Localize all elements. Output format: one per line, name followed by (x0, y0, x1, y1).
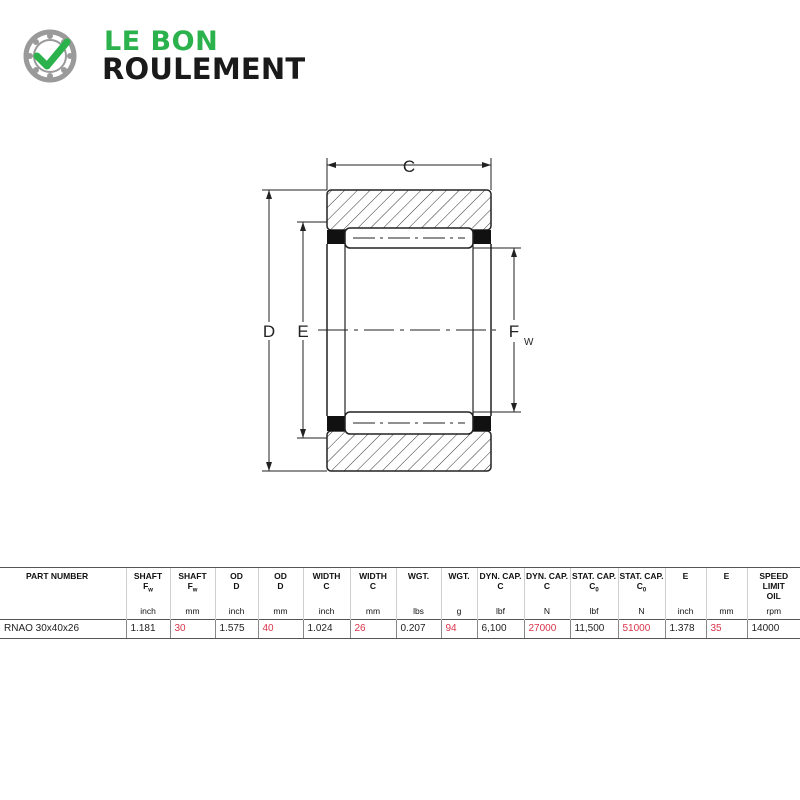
column-header (396, 568, 441, 605)
column-header (350, 568, 396, 605)
lip-top-right (473, 230, 491, 244)
column-header-symbol: C (497, 581, 504, 591)
table-cell: 94 (441, 620, 477, 639)
column-header-label: E (723, 571, 730, 581)
table-unit-row (0, 604, 800, 620)
column-unit: inch (665, 604, 706, 620)
column-header-symbol: $F_w$ (143, 581, 153, 594)
column-header (303, 568, 350, 605)
column-header-symbol: C (323, 581, 330, 591)
column-header (706, 568, 747, 605)
column-header-symbol: C (543, 581, 551, 591)
table-cell: 40 (258, 620, 303, 639)
column-header (258, 568, 303, 605)
column-header-label: E (682, 571, 689, 581)
column-header-label: OD (274, 571, 287, 581)
column-header-label: WIDTH (359, 571, 387, 581)
column-unit: mm (258, 604, 303, 620)
column-header-label: PART NUMBER (26, 571, 89, 581)
column-unit: mm (706, 604, 747, 620)
table-row (0, 620, 800, 639)
column-header (747, 568, 800, 605)
column-unit: N (618, 604, 665, 620)
column-header (215, 568, 258, 605)
lip-bottom-right (473, 416, 491, 431)
column-header-label: STAT. CAP. (572, 571, 616, 581)
column-unit: inch (215, 604, 258, 620)
column-unit: g (441, 604, 477, 620)
column-header-label: OD (230, 571, 243, 581)
column-header (441, 568, 477, 605)
lip-top-left (327, 230, 345, 244)
column-header-label: WIDTH (312, 571, 341, 581)
part-number-cell: RNAO 30x40x26 (0, 620, 126, 639)
column-header-symbol: D (233, 581, 240, 591)
column-unit: lbs (396, 604, 441, 620)
column-unit: mm (170, 604, 215, 620)
column-header (126, 568, 170, 605)
column-header-symbol: $C_0$ (589, 581, 599, 594)
dimension-e-label: E (297, 322, 309, 341)
table-cell: 26 (350, 620, 396, 639)
table-cell: 11,500 (570, 620, 618, 639)
table-cell: 6,100 (477, 620, 524, 639)
table-cell: 0.207 (396, 620, 441, 639)
outer-ring-bottom (327, 431, 491, 471)
column-unit (0, 604, 126, 620)
column-header-label: SHAFT (178, 571, 207, 581)
column-header-symbol: $C_0$ (636, 581, 647, 594)
brand-name-line2: ROULEMENT (102, 52, 306, 86)
column-header-label: DYN. CAP. (526, 571, 568, 581)
column-header-label: WGT. (448, 571, 470, 581)
column-header-label: STAT. CAP. (619, 571, 664, 581)
column-header (0, 568, 126, 605)
table-cell: 51000 (618, 620, 665, 639)
dimension-c-label: C (402, 157, 416, 176)
column-header (477, 568, 524, 605)
column-header (170, 568, 215, 605)
column-unit: inch (126, 604, 170, 620)
table-cell: 27000 (524, 620, 570, 639)
dimension-fw-label: F (508, 322, 520, 341)
table-cell: 35 (706, 620, 747, 639)
table-cell: 1.181 (126, 620, 170, 639)
column-unit: mm (350, 604, 396, 620)
table-cell: 30 (170, 620, 215, 639)
column-unit: N (524, 604, 570, 620)
lip-bottom-left (327, 416, 345, 431)
column-header-symbol: OIL (766, 591, 781, 601)
column-header-label: DYN. CAP. (479, 571, 522, 581)
brand-name-line1: LE BON (104, 26, 219, 57)
outer-ring-top (327, 190, 491, 230)
column-unit: lbf (477, 604, 524, 620)
table-cell: 14000 (747, 620, 800, 639)
column-header (570, 568, 618, 605)
column-header-symbol: D (277, 581, 284, 591)
column-header-label: SPEED LIMIT (759, 571, 789, 591)
column-header-label: WGT. (407, 571, 430, 581)
column-header-symbol: C (369, 581, 377, 591)
column-header (618, 568, 665, 605)
column-header-label: SHAFT (133, 571, 163, 581)
table-cell: 1.575 (215, 620, 258, 639)
column-header (524, 568, 570, 605)
table-cell: 1.378 (665, 620, 706, 639)
column-header-symbol: $F_w$ (187, 581, 198, 594)
column-unit: inch (303, 604, 350, 620)
table-header-row (0, 568, 800, 605)
column-unit: lbf (570, 604, 618, 620)
spec-table (0, 567, 800, 639)
table-cell: 1.024 (303, 620, 350, 639)
dimension-fw-subscript: W (524, 337, 534, 348)
column-header (665, 568, 706, 605)
dimension-d-label: D (262, 322, 276, 341)
column-unit: rpm (747, 604, 800, 620)
